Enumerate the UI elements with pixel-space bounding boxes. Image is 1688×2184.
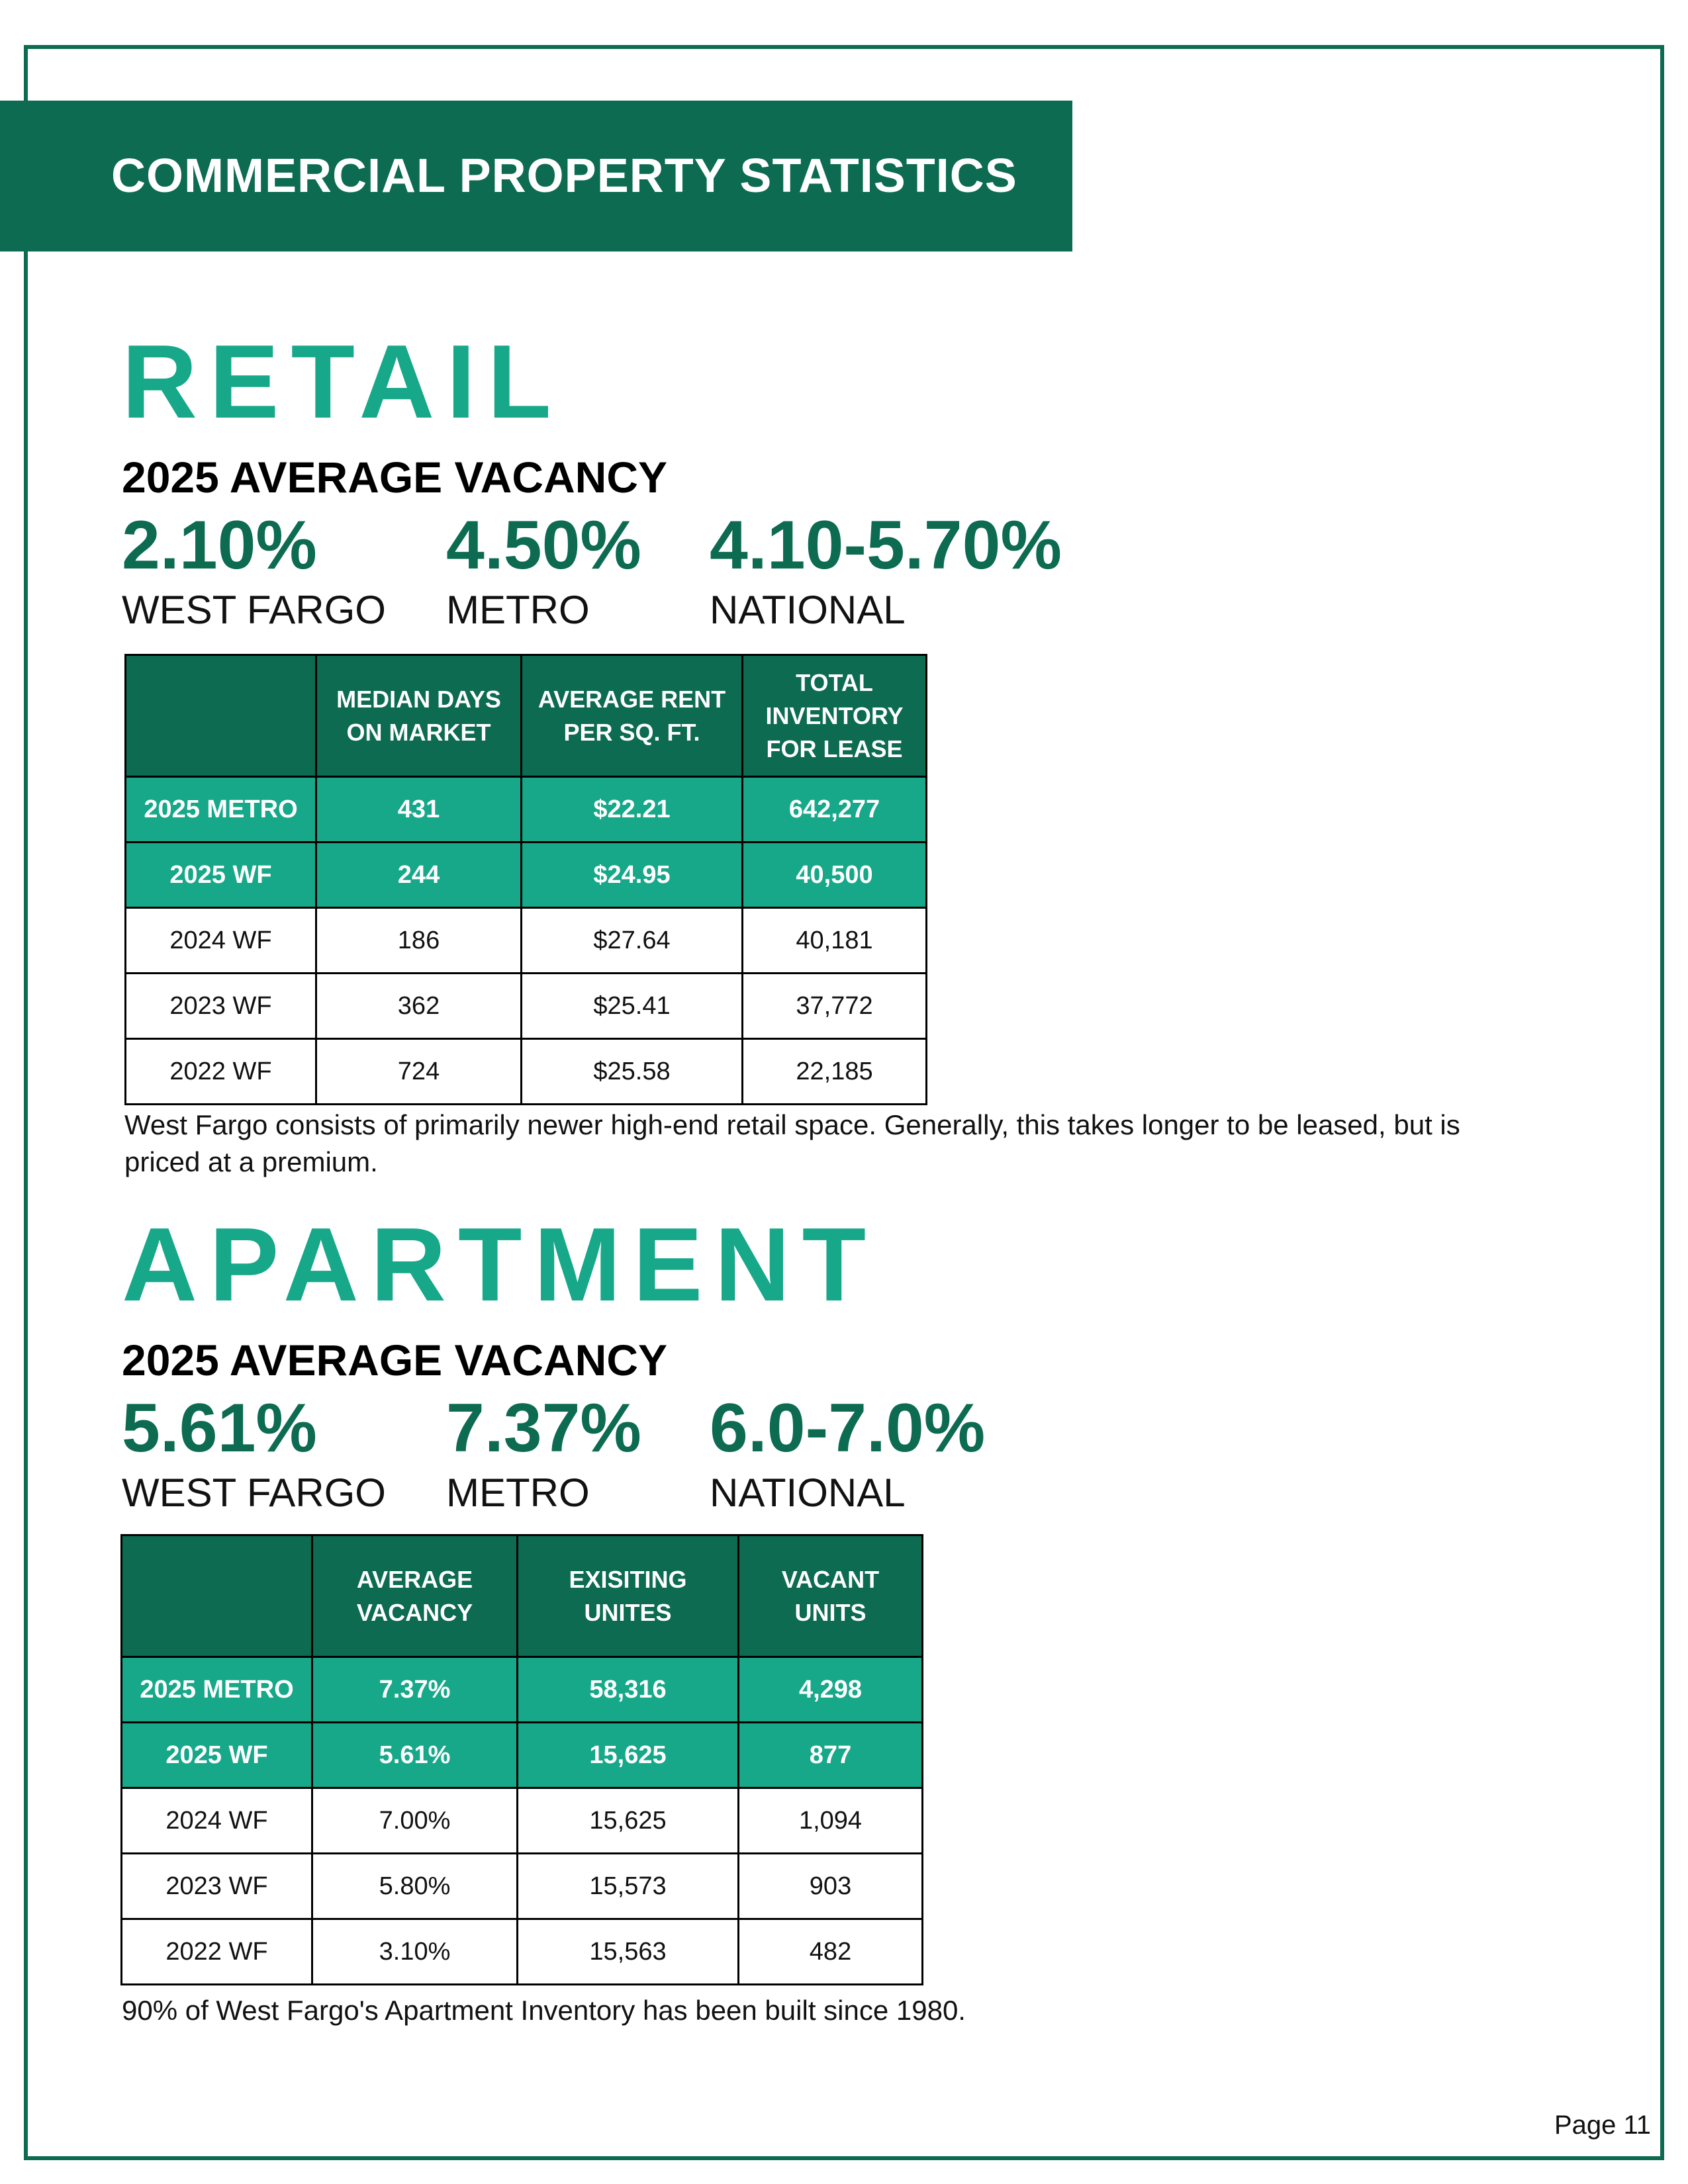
retail-stat-metro-label: METRO [446,588,590,632]
cell-vacancy: 7.37% [312,1657,518,1723]
cell-rent: $27.64 [522,908,743,974]
banner-title: COMMERCIAL PROPERTY STATISTICS [111,150,1017,203]
cell-units: 15,563 [518,1919,739,1985]
cell-vacant: 1,094 [739,1788,923,1854]
retail-stat-metro-value: 4.50% [446,507,641,584]
table-row [126,777,927,842]
cell-rent: $22.21 [522,777,743,842]
retail-stat-wf-label: WEST FARGO [122,588,386,632]
apartment-note: 90% of West Fargo's Apartment Inventory has been built since 1980. [122,1995,966,2026]
table-row [122,1723,923,1788]
cell-inventory: 642,277 [743,777,927,842]
row-label: 2023 WF [126,974,316,1039]
cell-rent: $25.41 [522,974,743,1039]
cell-days: 244 [316,842,522,908]
retail-table-header-row [126,655,927,777]
apartment-stat-wf-value: 5.61% [122,1390,317,1467]
cell-days: 724 [316,1039,522,1105]
retail-header-blank [126,655,316,777]
cell-vacancy: 5.80% [312,1854,518,1919]
retail-header-days: MEDIAN DAYS ON MARKET [316,655,522,777]
cell-units: 15,625 [518,1723,739,1788]
cell-days: 362 [316,974,522,1039]
table-row [122,1854,923,1919]
apartment-header-vacant: VACANT UNITS [739,1535,923,1657]
cell-days: 431 [316,777,522,842]
row-label: 2025 WF [126,842,316,908]
row-label: 2022 WF [122,1919,312,1985]
table-row [122,1788,923,1854]
table-row [126,1039,927,1105]
cell-inventory: 40,500 [743,842,927,908]
cell-vacant: 482 [739,1919,923,1985]
cell-vacant: 877 [739,1723,923,1788]
cell-units: 15,573 [518,1854,739,1919]
cell-inventory: 22,185 [743,1039,927,1105]
cell-vacancy: 5.61% [312,1723,518,1788]
retail-stat-national-label: NATIONAL [710,588,906,632]
row-label: 2025 METRO [122,1657,312,1723]
cell-days: 186 [316,908,522,974]
apartment-header-units: EXISITING UNITES [518,1535,739,1657]
cell-vacancy: 3.10% [312,1919,518,1985]
retail-stat-national-value: 4.10-5.70% [710,507,1062,584]
table-row [126,974,927,1039]
row-label: 2025 WF [122,1723,312,1788]
retail-table [124,654,927,1105]
apartment-stat-wf-label: WEST FARGO [122,1471,386,1515]
row-label: 2024 WF [126,908,316,974]
page-banner [0,101,1072,251]
retail-header-rent: AVERAGE RENT PER SQ. FT. [522,655,743,777]
apartment-title: APARTMENT [122,1206,878,1323]
apartment-stat-national-label: NATIONAL [710,1471,906,1515]
cell-units: 15,625 [518,1788,739,1854]
cell-inventory: 40,181 [743,908,927,974]
retail-stat-wf-value: 2.10% [122,507,317,584]
cell-vacant: 4,298 [739,1657,923,1723]
table-row [126,908,927,974]
cell-inventory: 37,772 [743,974,927,1039]
table-row [126,842,927,908]
apartment-header-blank [122,1535,312,1657]
table-row [122,1657,923,1723]
page-number: Page 11 [1554,2111,1651,2140]
cell-units: 58,316 [518,1657,739,1723]
row-label: 2025 METRO [126,777,316,842]
apartment-table-header-row [122,1535,923,1657]
row-label: 2023 WF [122,1854,312,1919]
cell-vacant: 903 [739,1854,923,1919]
row-label: 2024 WF [122,1788,312,1854]
apartment-stat-metro-value: 7.37% [446,1390,641,1467]
retail-vacancy-heading: 2025 AVERAGE VACANCY [122,453,668,502]
apartment-table [120,1534,923,1985]
retail-note: West Fargo consists of primarily newer high-end retail space. Generally, this takes longer to be leased, but is priced at a premium. [124,1109,1460,1177]
apartment-stat-metro-label: METRO [446,1471,590,1515]
row-label: 2022 WF [126,1039,316,1105]
cell-rent: $24.95 [522,842,743,908]
retail-title: RETAIL [122,324,563,440]
cell-vacancy: 7.00% [312,1788,518,1854]
table-row [122,1919,923,1985]
apartment-vacancy-heading: 2025 AVERAGE VACANCY [122,1336,668,1385]
cell-rent: $25.58 [522,1039,743,1105]
apartment-stat-national-value: 6.0-7.0% [710,1390,986,1467]
retail-header-inventory: TOTAL INVENTORY FOR LEASE [743,655,927,777]
apartment-header-vacancy: AVERAGE VACANCY [312,1535,518,1657]
